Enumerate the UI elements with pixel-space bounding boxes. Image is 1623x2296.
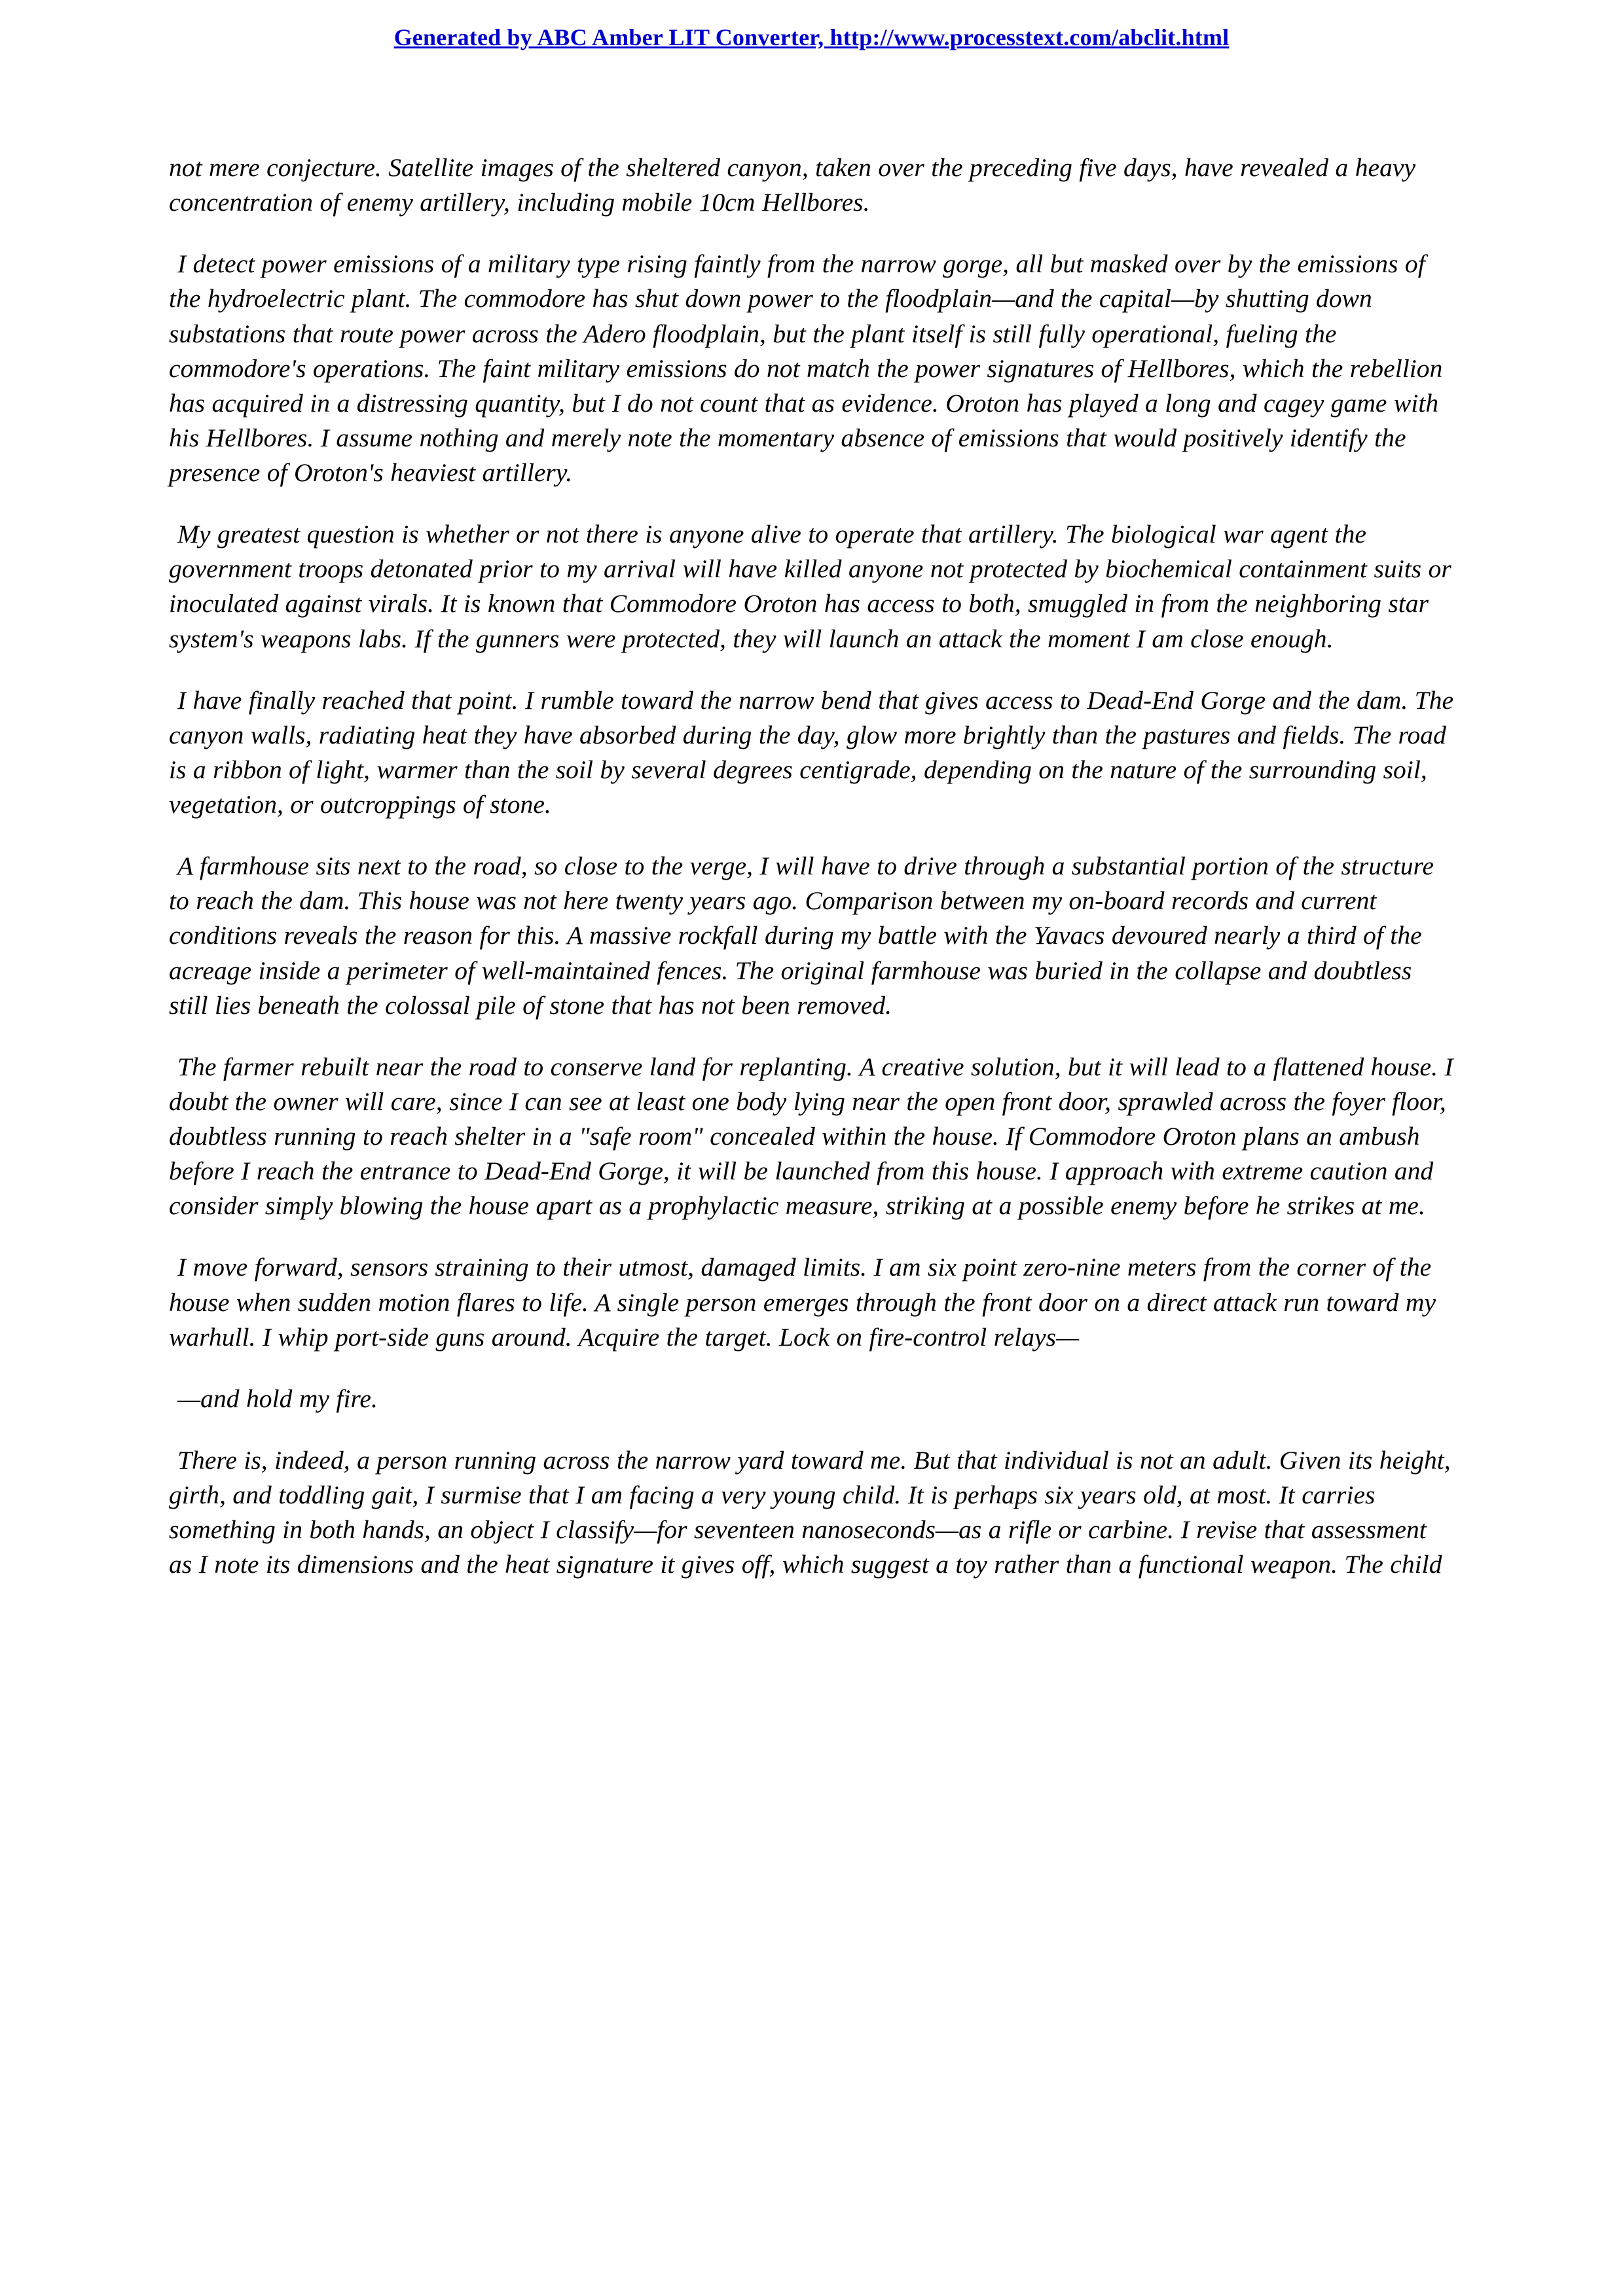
paragraph: not mere conjecture. Satellite images of the sheltered canyon, taken over the preceding five days, have revealed a heavy concentration of enemy artillery, including mobile 10cm Hellbores. (169, 153, 1416, 217)
paragraph: My greatest question is whether or not there is anyone alive to operate that artillery. The biological war agent the government troops detonated prior to my arrival will have killed anyone not protected by biochemical containment suits or inoculated against virals. It is known that Commodore Oroton has access to both, smuggled in from the neighboring star system's weapons labs. If the gunners were protected, they will launch an attack the moment I am close enough. (169, 520, 1451, 653)
paragraph: I move forward, sensors straining to their utmost, damaged limits. I am six point zero-nine meters from the corner of the house when sudden motion flares to life. A single person emerges through the front door on a direct attack run toward my warhull. I whip port-side guns around. Acquire the target. Lock on fire-control relays— (169, 1253, 1436, 1352)
body-text-column (169, 151, 1455, 1609)
converter-attribution-link[interactable]: Generated by ABC Amber LIT Converter, http://www.processtext.com/abclit.html (393, 24, 1230, 50)
paragraph: A farmhouse sits next to the road, so close to the verge, I will have to drive through a substantial portion of the structure to reach the dam. This house was not here twenty years ago. Comparison between my on-board records and current conditions reveals the reason for this. A massive rockfall during my battle with the Yavacs devoured nearly a third of the acreage inside a perimeter of well-maintained fences. The original farmhouse was buried in the collapse and doubtless still lies beneath the colossal pile of stone that has not been removed. (169, 852, 1434, 1020)
paragraph: I have finally reached that point. I rumble toward the narrow bend that gives access to Dead-End Gorge and the dam. The canyon walls, radiating heat they have absorbed during the day, glow more brightly than the pastures and fields. The road is a ribbon of light, warmer than the soil by several degrees centigrade, depending on the nature of the surrounding soil, vegetation, or outcroppings of stone. (169, 685, 1454, 819)
paragraph: I detect power emissions of a military type rising faintly from the narrow gorge, all but masked over by the emissions of the hydroelectric plant. The commodore has shut down power to the floodplain—and the capital—by shutting down substations that route power across the Adero floodplain, but the plant itself is still fully operational, fueling the commodore's operations. The faint military emissions do not match the power signatures of Hellbores, which the rebellion has acquired in a distressing quantity, but I do not count that as evidence. Oroton has played a long and cagey game with his Hellbores. I assume nothing and merely note the momentary absence of emissions that would positively identify the presence of Oroton's heaviest artillery. (169, 249, 1443, 487)
paragraph: There is, indeed, a person running across the narrow yard toward me. But that individual is not an adult. Given its height, girth, and toddling gait, I surmise that I am facing a very young child. It is perhaps six years old, at most. It carries something in both hands, an object I classify—for seventeen nanoseconds—as a rifle or carbine. I revise that assessment as I note its dimensions and the heat signature it gives off, which suggest a toy rather than a functional weapon. The child (169, 1445, 1451, 1579)
paragraph: —and hold my fire. (177, 1384, 378, 1413)
paragraph: The farmer rebuilt near the road to conserve land for replanting. A creative solution, but it will lead to a flattened house. I doubt the owner will care, since I can see at least one body lying near the open front door, sprawled across the foyer floor, doubtless running to reach shelter in a "safe room" concealed within the house. If Commodore Oroton plans an ambush before I reach the entrance to Dead-End Gorge, it will be launched from this house. I approach with extreme caution and consider simply blowing the house apart as a prophylactic measure, striking at a possible enemy before he strikes at me. (169, 1052, 1453, 1221)
